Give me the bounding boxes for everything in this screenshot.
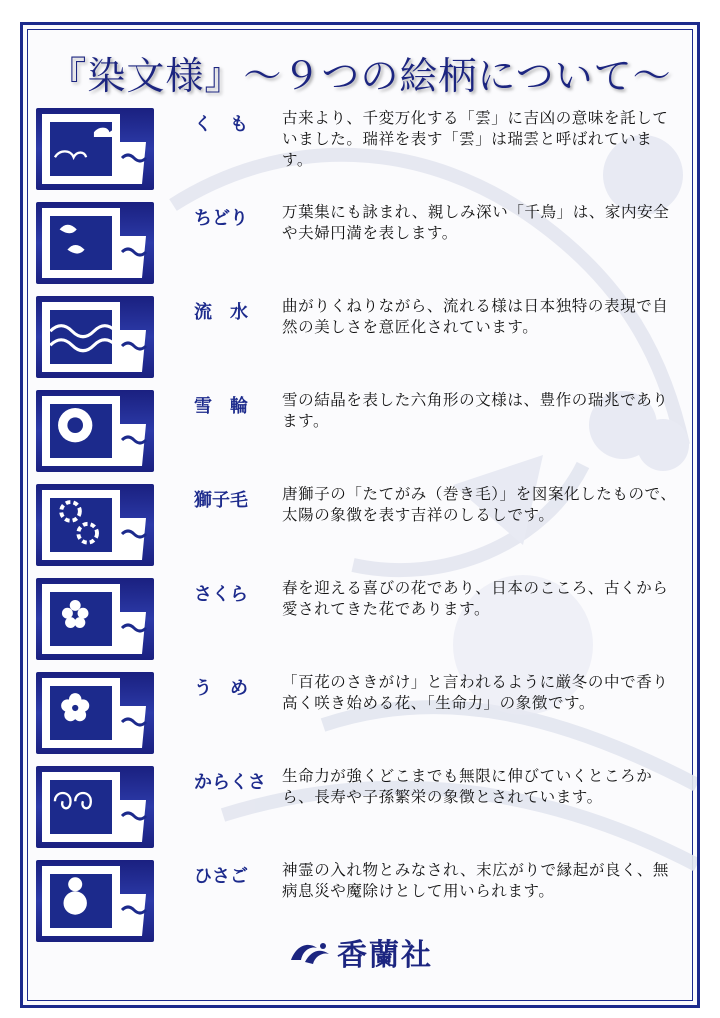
pattern-thumbnail xyxy=(36,672,154,754)
pattern-description: 生命力が強くどこまでも無限に伸びていくところから、長寿や子孫繁栄の象徴とされています。 xyxy=(282,767,653,806)
pattern-description: 万葉集にも詠まれ、親しみ深い「千鳥」は、家内安全や夫婦円満を表します。 xyxy=(282,203,670,242)
pattern-thumbnail xyxy=(36,296,154,378)
brand-logo xyxy=(0,930,720,976)
pattern-name: う め xyxy=(194,678,248,699)
pattern-description: 「百花のさきがけ」と言われるように厳冬の中で香り高く咲き始める花、「生命力」の象徴です。 xyxy=(282,673,669,712)
brand-mark-icon xyxy=(287,938,333,976)
pattern-thumbnail xyxy=(36,390,154,472)
page-title: 『染文様』～９つの絵柄について～ xyxy=(48,54,672,98)
pattern-description: 唐獅子の「たてがみ（巻き毛）」を図案化したもので、太陽の象徴を表す吉祥のしるしです。 xyxy=(282,485,677,524)
pattern-description: 神霊の入れ物とみなされ、末広がりで縁起が良く、無病息災や魔除けとして用いられます。 xyxy=(282,861,670,900)
pattern-item xyxy=(36,578,676,660)
pattern-description: 春を迎える喜びの花であり、日本のこころ、古くから愛されてきた花であります。 xyxy=(282,579,669,618)
pattern-name: からくさ xyxy=(194,772,266,793)
pattern-item xyxy=(36,672,676,754)
pattern-description: 雪の結晶を表した六角形の文様は、豊作の瑞兆であります。 xyxy=(282,391,669,430)
pattern-thumbnail xyxy=(36,578,154,660)
pattern-thumbnail xyxy=(36,202,154,284)
pattern-thumbnail xyxy=(36,108,154,190)
pattern-item xyxy=(36,296,676,378)
pattern-name: く も xyxy=(194,114,248,135)
pattern-name: さくら xyxy=(194,584,248,605)
pattern-name: 獅子毛 xyxy=(194,490,248,511)
snow-ring-icon xyxy=(58,408,92,442)
brand-name: 香蘭社 xyxy=(337,938,433,973)
pattern-name: ちどり xyxy=(194,208,248,229)
pattern-thumbnail xyxy=(36,484,154,566)
pattern-item xyxy=(36,390,676,472)
pattern-item xyxy=(36,484,676,566)
pattern-name: 流 水 xyxy=(194,302,248,323)
pattern-description: 古来より、千変万化する「雲」に吉凶の意味を託していました。瑞祥を表す「雲」は瑞雲と呼ばれています。 xyxy=(282,109,669,169)
pattern-name: 雪 輪 xyxy=(194,396,248,417)
pattern-item xyxy=(36,108,676,190)
pattern-thumbnail xyxy=(36,766,154,848)
pattern-name: ひさご xyxy=(194,866,248,887)
pattern-item xyxy=(36,766,676,848)
pattern-item xyxy=(36,202,676,284)
pattern-description: 曲がりくねりながら、流れる様は日本独特の表現で自然の美しさを意匠化されています。 xyxy=(282,297,669,336)
